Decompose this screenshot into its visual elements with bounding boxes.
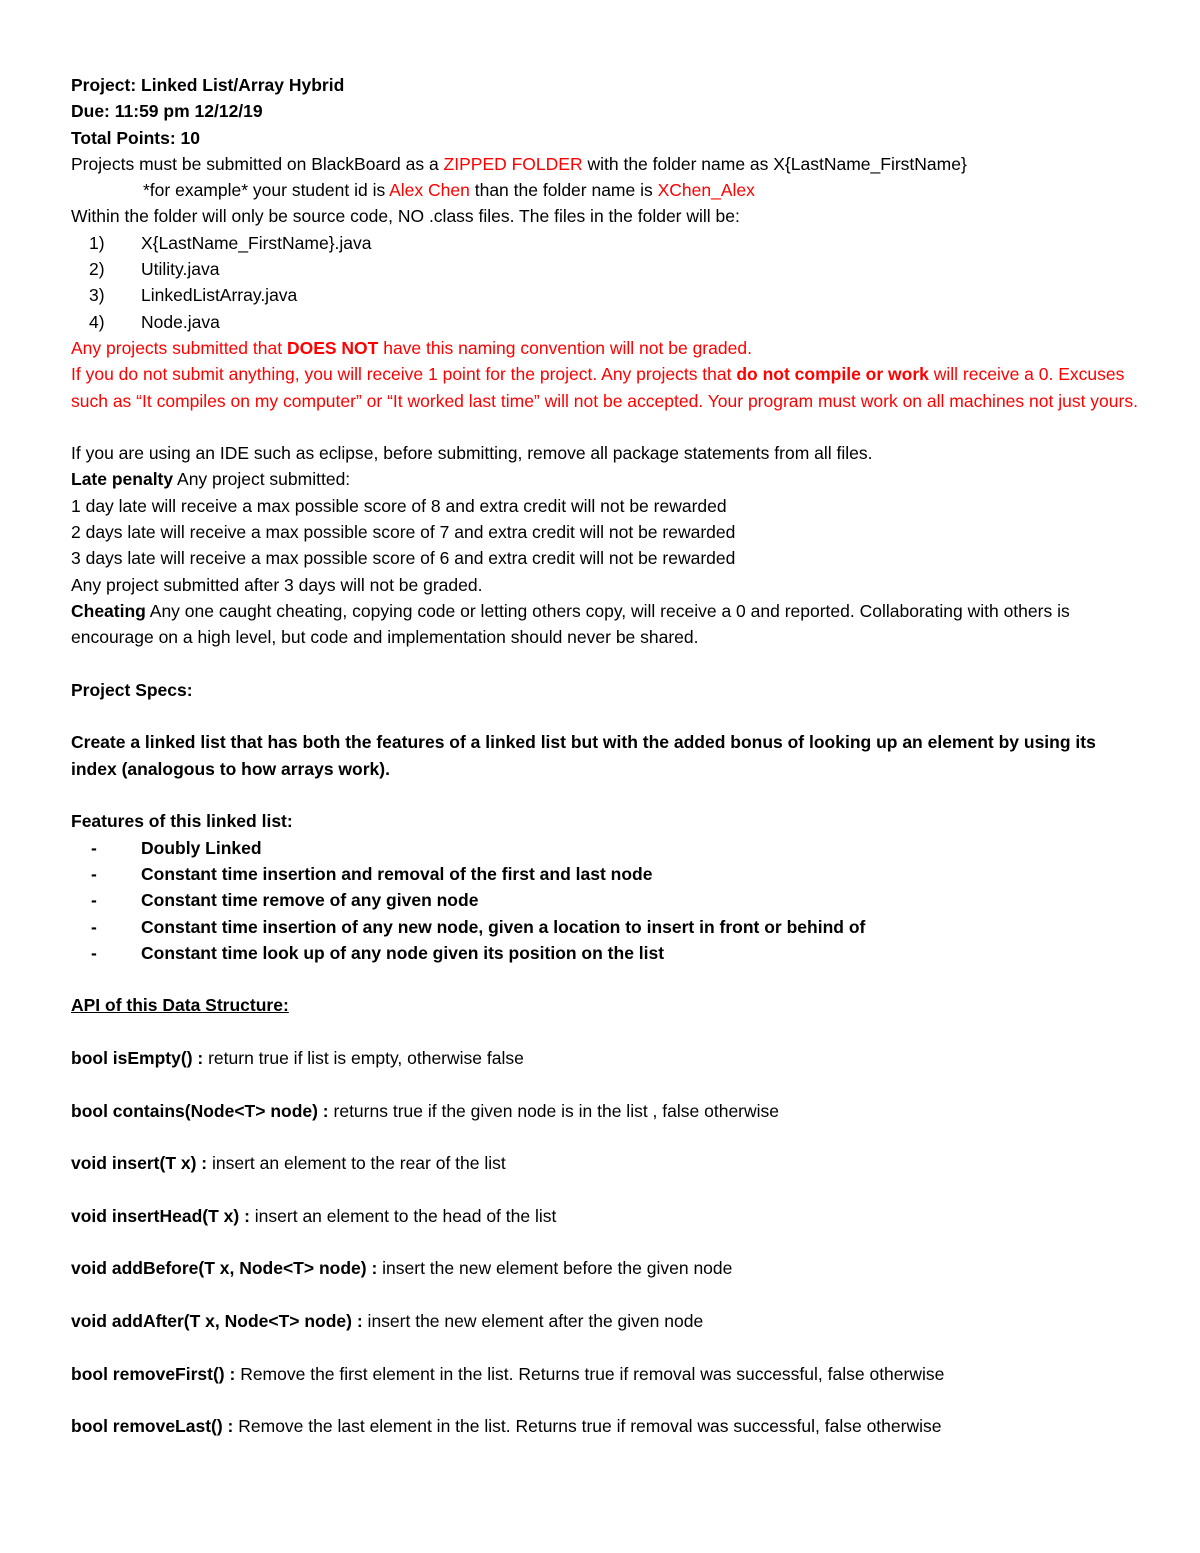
api-heading: API of this Data Structure: [71,995,289,1016]
api-method: void addBefore(T x, Node<T> node) : insert the new element before the given node [71,1258,733,1279]
api-method: void insertHead(T x) : insert an element to the head of the list [71,1205,557,1226]
list-item: - Constant time insertion and removal of the first and last node [91,863,653,884]
api-method: void addAfter(T x, Node<T> node) : insert the new element after the given node [71,1310,704,1331]
list-item: - Doubly Linked [91,837,262,858]
list-item: 2) Utility.java [89,259,220,280]
list-item: 1) X{LastName_FirstName}.java [89,232,372,253]
naming-convention-warning: Any projects submitted that DOES NOT have this naming convention will not be graded. [71,337,752,358]
folder-name-example: *for example* your student id is Alex Chen than the folder name is XChen_Alex [143,180,755,201]
project-summary: Create a linked list that has both the features of a linked list but with the added bonus of looking up an element by using its index (analogous to how arrays work). [71,732,1096,779]
late-penalty-heading: Late penalty Any project submitted: [71,469,351,490]
api-method: bool isEmpty() : return true if list is empty, otherwise false [71,1047,524,1068]
list-item: - Constant time remove of any given node [91,890,479,911]
project-specs-heading: Project Specs: [71,679,193,700]
list-item: 3) LinkedListArray.java [89,285,298,306]
api-method: bool removeLast() : Remove the last element in the list. Returns true if removal was successful, false otherwise [71,1416,942,1437]
total-points: Total Points: 10 [71,127,200,148]
feature-list [71,835,1141,966]
list-item: 4) Node.java [89,311,220,332]
features-heading: Features of this linked list: [71,811,293,832]
example-student-name: Alex Chen [389,180,470,201]
cheating-policy: Cheating Any one caught cheating, copying code or letting others copy, will receive a 0 and reported. Collaborating with others is encourage on a high level, but code and implementation should never be shared. [71,600,1070,648]
submission-instructions: Projects must be submitted on BlackBoard as a ZIPPED FOLDER with the folder name as X{LastName_FirstName} [71,153,967,174]
list-item: - Constant time insertion of any new node, given a location to insert in front or behind of [91,916,866,937]
late-penalty-item: Any project submitted after 3 days will not be graded. [71,574,483,595]
ide-note: If you are using an IDE such as eclipse, before submitting, remove all package statements from all files. [71,443,873,464]
project-title: Project: Linked List/Array Hybrid [71,75,345,95]
api-method: void insert(T x) : insert an element to the rear of the list [71,1153,506,1174]
list-item: - Constant time look up of any node given its position on the list [91,942,665,963]
late-penalty-item: 1 day late will receive a max possible score of 8 and extra credit will not be rewarded [71,495,727,516]
example-folder-name: XChen_Alex [657,180,755,201]
api-method: bool contains(Node<T> node) : returns true if the given node is in the list , false otherwise [71,1100,780,1121]
due-date: Due: 11:59 pm 12/12/19 [71,101,263,122]
folder-contents-note: Within the folder will only be source code, NO .class files. The files in the folder will be: [71,206,740,227]
grading-warning: If you do not submit anything, you will receive 1 point for the project. Any projects that do not compile or work will receive a 0. Excuses such as “It compiles on my computer” or “It worked last time” will not be accepted. Your program must work on all machines not just yours. [71,364,1138,411]
file-list [71,230,1141,335]
late-penalty-item: 3 days late will receive a max possible score of 6 and extra credit will not be rewarded [71,548,736,569]
zipped-folder-text: ZIPPED FOLDER [443,153,583,174]
late-penalty-item: 2 days late will receive a max possible score of 7 and extra credit will not be rewarded [71,522,736,543]
document-body [71,72,1141,1439]
api-method: bool removeFirst() : Remove the first element in the list. Returns true if removal was successful, false otherwise [71,1363,945,1384]
